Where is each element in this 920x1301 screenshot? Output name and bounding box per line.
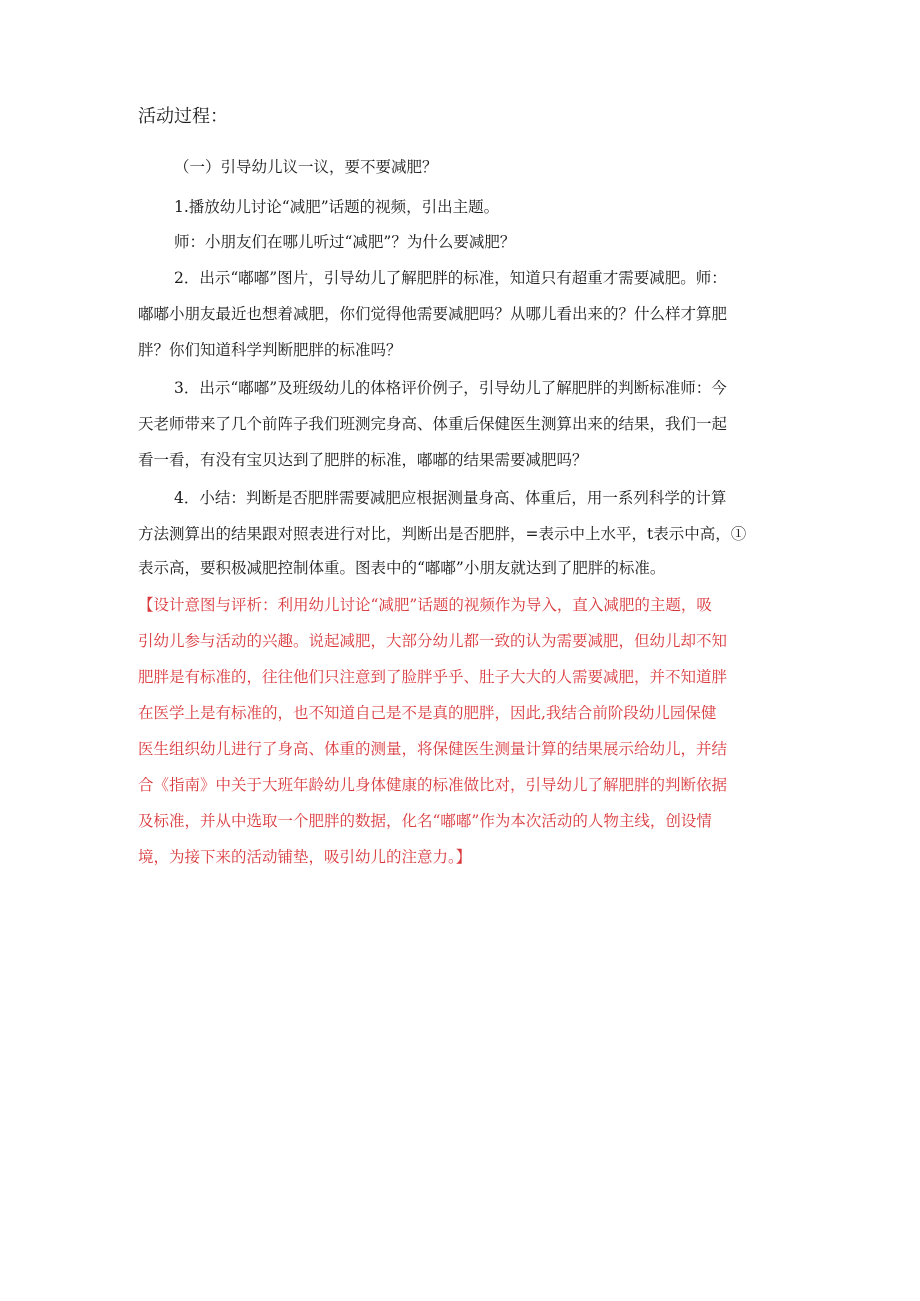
paragraph-line: 方法测算出的结果跟对照表进行对比，判断出是否肥胖，=表示中上水平，t表示中高，① [138, 525, 747, 543]
paragraph-line: （一）引导幼儿议一议，要不要减肥？ [174, 158, 438, 176]
paragraph-line: 看一看，有没有宝贝达到了肥胖的标准，嘟嘟的结果需要减肥吗？ [138, 451, 588, 469]
paragraph-line: 天老师带来了几个前阵子我们班测完身高、体重后保健医生测算出来的结果，我们一起 [138, 415, 728, 433]
paragraph-line: 3．出示“嘟嘟”及班级幼儿的体格评价例子，引导幼儿了解肥胖的判断标准师：今 [174, 379, 727, 397]
design-note-line: 医生组织幼儿进行了身高、体重的测量，将保健医生测量计算的结果展示给幼儿，并结 [138, 740, 728, 758]
design-note-line: 及标准，并从中选取一个肥胖的数据，化名“嘟嘟”作为本次活动的人物主线，创设情 [138, 812, 712, 830]
paragraph-line: 4．小结：判断是否肥胖需要减肥应根据测量身高、体重后，用一系列科学的计算 [174, 489, 727, 507]
design-note-line: 引幼儿参与活动的兴趣。说起减肥，大部分幼儿都一致的认为需要减肥，但幼儿却不知 [138, 632, 728, 650]
paragraph-line: 2．出示“嘟嘟”图片，引导幼儿了解肥胖的标准，知道只有超重才需要减肥。师： [174, 269, 727, 287]
design-note-line: 【设计意图与评析：利用幼儿讨论“减肥”话题的视频作为导入，直入减肥的主题，吸 [138, 596, 712, 614]
section-heading: 活动过程： [138, 106, 228, 127]
paragraph-line: 嘟嘟小朋友最近也想着减肥，你们觉得他需要减肥吗？从哪儿看出来的？什么样才算肥 [138, 305, 728, 323]
design-note-line: 境，为接下来的活动铺垫，吸引幼儿的注意力。】 [138, 848, 472, 866]
paragraph-line: 表示高，要积极减肥控制体重。图表中的“嘟嘟”小朋友就达到了肥胖的标准。 [138, 559, 666, 577]
paragraph-line: 胖？你们知道科学判断肥胖的标准吗？ [138, 341, 402, 359]
paragraph-line: 1.播放幼儿讨论“减肥”话题的视频，引出主题。 [174, 198, 500, 216]
design-note-line: 在医学上是有标准的，也不知道自己是不是真的肥胖，因此,我结合前阶段幼儿园保健 [138, 704, 717, 722]
design-note-line: 合《指南》中关于大班年龄幼儿身体健康的标准做比对，引导幼儿了解肥胖的判断依据 [138, 776, 728, 794]
design-note-line: 肥胖是有标准的，往往他们只注意到了脸胖乎乎、肚子大大的人需要减肥，并不知道胖 [138, 668, 728, 686]
paragraph-line: 师：小朋友们在哪儿听过“减肥”？为什么要减肥？ [174, 233, 516, 251]
